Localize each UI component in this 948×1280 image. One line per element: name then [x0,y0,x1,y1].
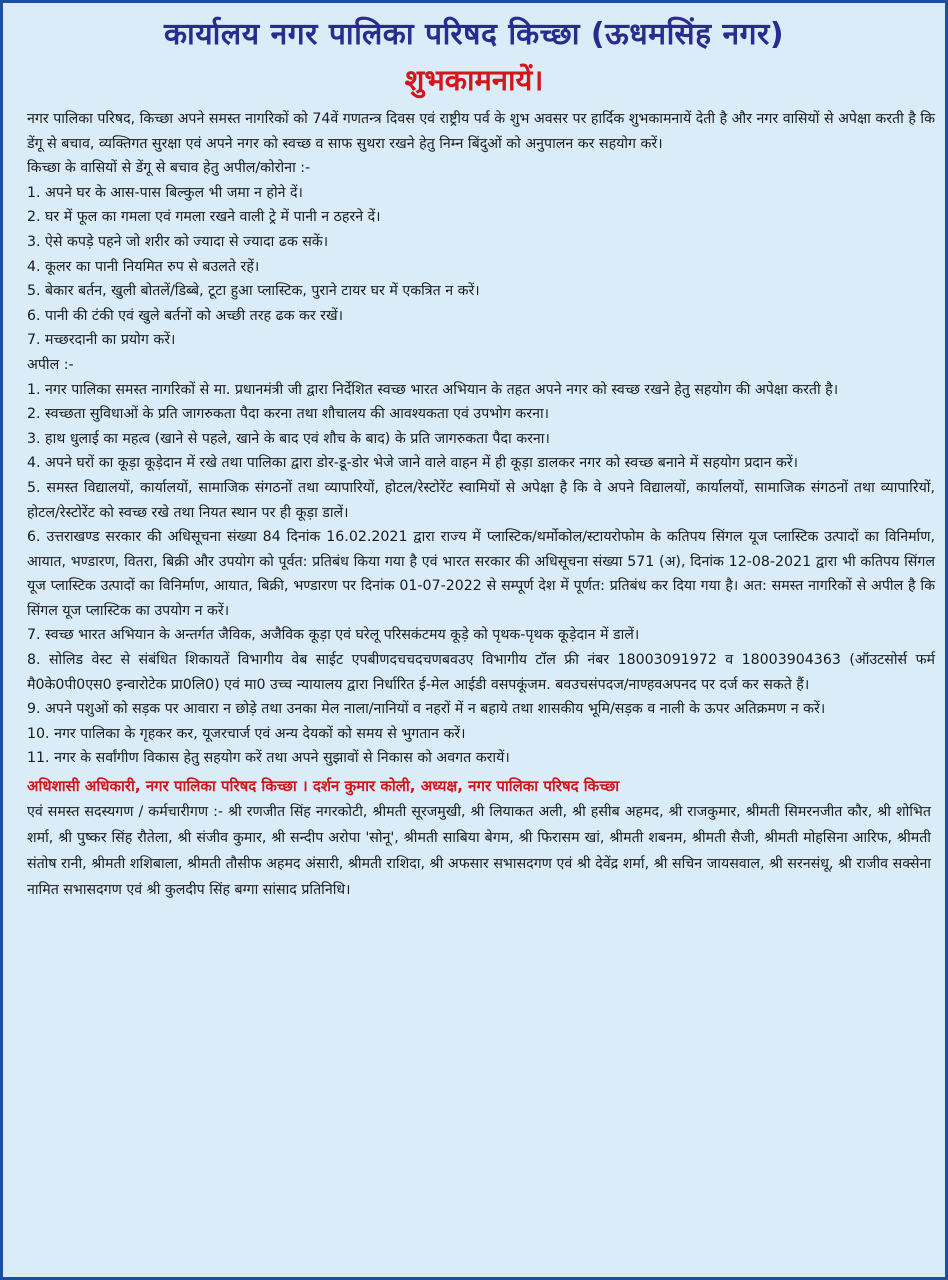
appeal-item: 11. नगर के सर्वांगीण विकास हेतु सहयोग करें तथा अपने सुझावों से निकास को अवगत करायें। [27,750,510,767]
dengue-item: 2. घर में फूल का गमला एवं गमला रखने वाली ट्रे में पानी न ठहरने दें। [27,209,381,226]
appeal-item: 10. नगर पालिका के गृहकर कर, यूजरचार्ज एवं अन्य देयकों को समय से भुगतान करें। [27,725,466,742]
dengue-item: 4. कूलर का पानी नियमित रुप से बउलते रहें। [27,258,260,275]
dengue-item: 6. पानी की टंकी एवं खुले बर्तनों को अच्छी तरह ढक कर रखें। [27,307,343,324]
appeal-item: 4. अपने घरों का कूड़ा कूड़ेदान में रखे तथा पालिका द्वारा डोर-डू-डोर भेजे जाने वाले वाहन में ही कूड़ा डालकर नगर को स्वच्छ बनाने में सहयोग प्रदान करें। [27,455,799,472]
appeal-item: 1. नगर पालिका समस्त नागरिकों से मा. प्रधानमंत्री जी द्वारा निर्देशित स्वच्छ भारत अभियान के तहत अपने नगर को स्वच्छ रखने हेतु सहयोग की अपेक्षा करती है। [27,381,839,398]
page-title: कार्यालय नगर पालिका परिषद किच्छा (ऊधमसिंह नगर) [163,17,785,52]
dengue-item: 7. मच्छरदानी का प्रयोग करें। [27,332,176,349]
appeal-item: 3. हाथ धुलाई का महत्व (खाने से पहले, खाने के बाद एवं शौच के बाद) के प्रति जागरुकता पैदा करना। [27,430,550,447]
dengue-heading: किच्छा के वासियों से डेंगू से बचाव हेतु अपील/कोरोना :- [27,160,311,177]
dengue-item: 1. अपने घर के आस-पास बिल्कुल भी जमा न होने दें। [27,184,303,201]
appeal-heading: अपील :- [27,356,74,373]
dengue-item: 3. ऐसे कपड़े पहने जो शरीर को ज्यादा से ज्यादा ढक सकें। [27,233,329,250]
members-list: एवं समस्त सदस्यगण / कर्मचारीगण :- श्री रणजीत सिंह नगरकोटी, श्रीमती सूरजमुखी, श्री लियाकत अली, श्री हसीब अहमद, श्री राजकुमार, श्रीमती सिमरनजीत कौर, श्री शोभित शर्मा, श्री पुष्कर सिंह रौतेला, श्री संजीव कुमार, श्री सन्दीप अरोपा 'सोनू', श्रीमती साबिया बेगम, श्री फिरासम खां, श्रीमती शबनम, श्रीमती सैजी, श्रीमती मोहसिना आरिफ, श्रीमती संतोष रानी, श्रीमती शशिबाला, श्रीमती तौसीफ अहमद अंसारी, श्रीमती राशिदा, श्री अफसार सभासदगण एवं श्री देवेंद्र शर्मा, श्री सचिन जायसवाल, श्री सरनसंधू, श्री राजीव सक्सेना नामित सभासदगण एवं श्री कुलदीप सिंह बग्गा सांसाद प्रतिनिधि। [27,804,931,899]
appeal-item: 5. समस्त विद्यालयों, कार्यालयों, सामाजिक संगठनों तथा व्यापारियों, होटल/रेस्टोरेंट स्वामियों से अपेक्षा है कि वे अपने विद्यालयों, कार्यालयों, सामाजिक संगठनों तथा व्यापारियों, होटल/रेस्टोरेंट को स्वच्छ रखे तथा नियत स्थान पर ही कूड़ा डालें। [27,479,935,521]
notice-body [3,107,945,771]
appeal-item: 9. अपने पशुओं को सड़क पर आवारा न छोड़े तथा उनका मेल नाला/नानियों व नहरों में न बहाये तथा शासकीय भूमि/सड़क व नाली के ऊपर अतिक्रमण न करें। [27,701,826,718]
appeal-item: 2. स्वच्छता सुविधाओं के प्रति जागरुकता पैदा करना तथा शौचालय की आवश्यकता एवं उपभोग करना। [27,406,550,423]
signature-line: अधिशासी अधिकारी, नगर पालिका परिषद किच्छा । दर्शन कुमार कोली, अध्यक्ष, नगर पालिका परिषद किच्छा [27,777,620,796]
appeal-item: 8. सोलिड वेस्ट से संबंधित शिकायतें विभागीय वेब साईट एपबीणदचचदचणबवउए विभागीय टॉल फ्री नंबर 18003091972 व 18003904363 (ऑउटसोर्स फर्म मै0के0पी0एस0 इन्वारोटेक प्रा0लि0) एवं मा0 उच्च न्यायालय द्वारा निर्धारित ई-मेल आईडी वसपकूंजम. बवउचसंपदज/नाण्हवअपनद पर दर्ज कर सकते हैं। [27,652,935,693]
dengue-item: 5. बेकार बर्तन, खुली बोतलें/डिब्बे, टूटा हुआ प्लास्टिक, पुराने टायर घर में एकत्रित न करें। [27,283,480,300]
intro-paragraph: नगर पालिका परिषद, किच्छा अपने समस्त नागरिकों को 74वें गणतन्त्र दिवस एवं राष्ट्रीय पर्व के शुभ अवसर पर हार्दिक शुभकामनायें देती है और नगर वासियों से अपेक्षा करती है कि डेंगू से बचाव, व्यक्तिगत सुरक्षा एवं अपने नगर को स्वच्छ व साफ सुथरा रखने हेतु निम्न बिंदुओं को अनुपालन कर सहयोग करें। [27,111,935,152]
greeting-heading: शुभकामनायें। [404,63,544,97]
appeal-item: 6. उत्तराखण्ड सरकार की अधिसूचना संख्या 84 दिनांक 16.02.2021 द्वारा राज्य में प्लास्टिक/थर्मोकोल/स्टायरोफोम के कतिपय सिंगल यूज प्लास्टिक उत्पादों का विनिर्माण, आयात, भण्डारण, वितरा, बिक्री और उपयोग को पूर्वत: प्रतिबंध किया गया है एवं भारत सरकार की अधिसूचना संख्या 571 (अ), दिनांक 12-08-2021 द्वारा भी कतिपय सिंगल यूज प्लास्टिक उत्पादों का विनिर्माण, आयात, बिक्री, भण्डारण पर दिनांक 01-07-2022 से सम्पूर्ण देश में पूर्णत: प्रतिबंध कर दिया गया है। अत: समस्त नागरिकों से अपील है कि सिंगल यूज प्लास्टिक का उपयोग न करें। [27,529,935,619]
appeal-item: 7. स्वच्छ भारत अभियान के अन्तर्गत जैविक, अजैविक कूड़ा एवं घरेलू परिसकंटमय कूड़े को पृथक-पृथक कूड़ेदान में डालें। [27,627,640,644]
